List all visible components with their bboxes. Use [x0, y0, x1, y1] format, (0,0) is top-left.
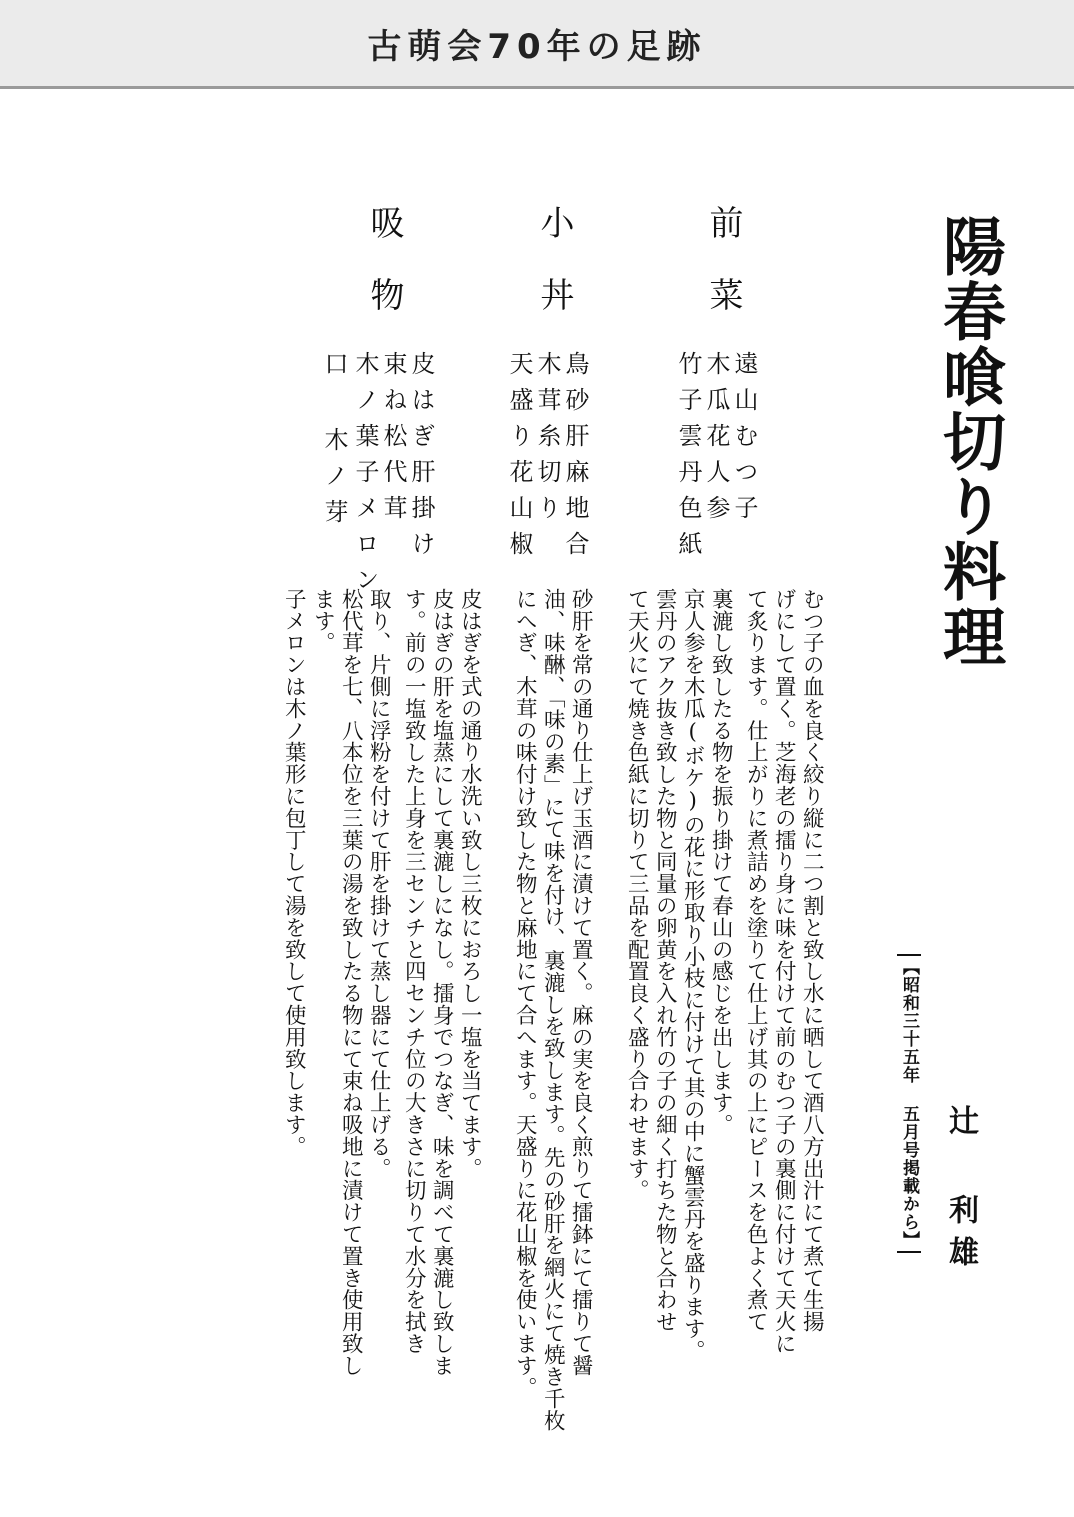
- course-heading-suimono: 吸物: [364, 205, 404, 349]
- header-title: 古萌会70年の足跡: [367, 26, 707, 67]
- author-name: 辻 利雄: [943, 1105, 978, 1278]
- body-line: 京人参を木瓜(ボケ)の花に形取り小枝に付けて其の中に蟹雲丹を盛ります。: [680, 588, 706, 1362]
- body-line: 取り、片側に浮粉を付けて肝を掛けて蒸し器にて仕上げる。: [366, 588, 392, 1180]
- body-line: て炙ります。仕上がりに煮詰めを塗りて仕上げ其の上にピースを色よく煮て: [743, 588, 769, 1333]
- menu-item: 木ノ葉子メロン: [351, 351, 379, 603]
- menu-item: 木瓜花人参: [702, 351, 730, 531]
- body-line: 雲丹のアク抜き致した物と同量の卵黄を入れ竹の子の細く打ちた物と合わせ: [652, 588, 678, 1333]
- body-line: す。前の一塩致した上身を三センチと四センチ位の大きさに切りて水分を拭き: [401, 588, 427, 1355]
- menu-item: 竹子雲丹色紙: [674, 351, 702, 567]
- menu-item: 皮はぎ肝掛け: [407, 351, 435, 567]
- body-line: 裏漉し致したる物を振り掛けて春山の感じを出します。: [708, 588, 734, 1136]
- menu-item: 口 木ノ芽: [320, 351, 348, 535]
- menu-item: 遠山むつ子: [730, 351, 758, 531]
- body-line: 油、味醂、「味の素」にて味を付け、裏漉しを致します。先の砂肝を網火にて焼き千枚: [540, 588, 566, 1432]
- body-line: げにして置く。芝海老の擂り身に味を付けて前のむつ子の裏側に付けて天火に: [771, 588, 797, 1355]
- course-heading-kodonburi: 小丼: [534, 205, 574, 349]
- body-line: 松代茸を七、八本位を三葉の湯を致したる物にて束ね吸地に漬けて置き使用致し: [338, 588, 364, 1377]
- body-line: 皮はぎの肝を塩蒸にして裏漉しになし。擂身でつなぎ、味を調べて裏漉し致しま: [429, 588, 455, 1377]
- publication-source: 【昭和三十五年 五月号掲載から】: [897, 954, 921, 1253]
- body-line: て天火にて焼き色紙に切りて三品を配置良く盛り合わせます。: [624, 588, 650, 1202]
- page-header: [0, 0, 1074, 89]
- course-heading-zensai: 前菜: [703, 205, 743, 349]
- menu-item: 木茸糸切り: [533, 351, 561, 531]
- menu-item: 鳥砂肝麻地合: [561, 351, 589, 567]
- body-line: 子メロンは木ノ葉形に包丁して湯を致して使用致します。: [281, 588, 307, 1158]
- article-title: 陽春喰切り料理: [933, 214, 1007, 669]
- menu-item: 天盛り花山椒: [505, 351, 533, 567]
- body-line: むつ子の血を良く絞り縦に二つ割と致し水に晒して酒八方出汁にて煮て生揚: [799, 588, 825, 1333]
- body-line: 皮はぎを式の通り水洗い致し三枚におろし一塩を当てます。: [457, 588, 483, 1180]
- menu-item: 束ね松代茸: [379, 351, 407, 531]
- body-line: にへぎ、木茸の味付け致した物と麻地にて合へます。天盛りに花山椒を使います。: [512, 588, 538, 1399]
- body-line: ます。: [310, 588, 336, 654]
- body-line: 砂肝を常の通り仕上げ玉酒に漬けて置く。麻の実を良く煎りて擂鉢にて擂りて醤: [568, 588, 594, 1377]
